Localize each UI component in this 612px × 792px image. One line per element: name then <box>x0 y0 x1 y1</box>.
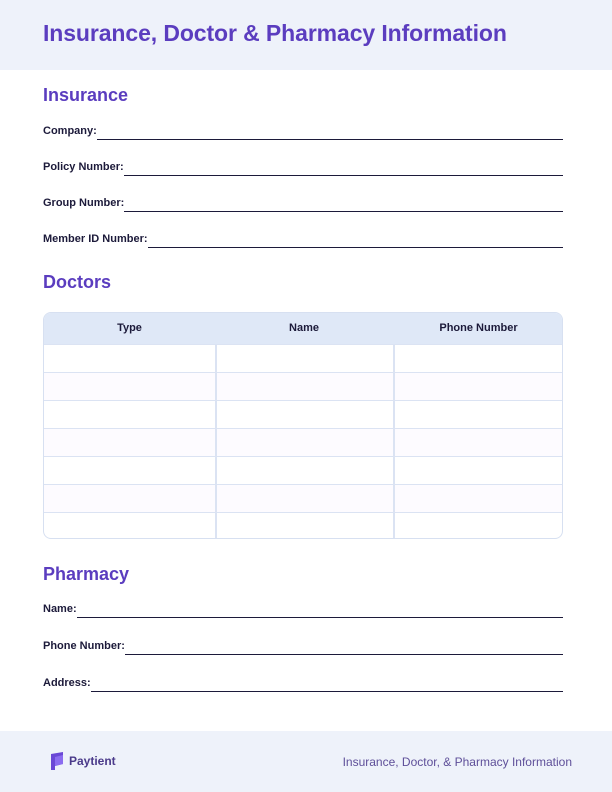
table-cell-name[interactable] <box>215 345 393 372</box>
table-row <box>44 484 562 512</box>
table-cell-name[interactable] <box>215 457 393 484</box>
column-header-name: Name <box>289 322 319 334</box>
pharmacy-name-label: Name: <box>43 603 77 615</box>
table-row <box>44 428 562 456</box>
table-cell-type[interactable] <box>44 485 215 512</box>
company-input-line[interactable] <box>97 125 563 140</box>
policy-number-label: Policy Number: <box>43 161 124 173</box>
table-cell-name[interactable] <box>215 373 393 400</box>
table-cell-phone[interactable] <box>393 401 563 428</box>
table-cell-phone[interactable] <box>393 485 563 512</box>
table-cell-phone[interactable] <box>393 345 563 372</box>
table-cell-name[interactable] <box>215 513 393 539</box>
footer-document-title: Insurance, Doctor, & Pharmacy Information <box>342 755 572 769</box>
table-cell-type[interactable] <box>44 345 215 372</box>
table-cell-type[interactable] <box>44 513 215 539</box>
pharmacy-phone-label: Phone Number: <box>43 640 125 652</box>
group-number-input-line[interactable] <box>124 197 563 212</box>
company-label: Company: <box>43 125 97 137</box>
policy-number-field[interactable] <box>43 158 563 176</box>
header-band <box>0 0 612 70</box>
table-cell-phone[interactable] <box>393 457 563 484</box>
doctors-heading: Doctors <box>43 272 112 292</box>
column-header-phone-number: Phone Number <box>439 322 518 334</box>
table-cell-name[interactable] <box>215 485 393 512</box>
table-cell-name[interactable] <box>215 401 393 428</box>
member-id-input-line[interactable] <box>148 233 563 248</box>
table-row <box>44 512 562 539</box>
pharmacy-name-field[interactable] <box>43 600 563 618</box>
company-field[interactable] <box>43 122 563 140</box>
table-cell-type[interactable] <box>44 457 215 484</box>
pharmacy-address-label: Address: <box>43 677 91 689</box>
table-cell-type[interactable] <box>44 429 215 456</box>
table-row <box>44 372 562 400</box>
pharmacy-phone-input-line[interactable] <box>125 640 563 655</box>
brand-name: Paytient <box>69 754 116 768</box>
paytient-logo-icon <box>51 752 63 770</box>
table-cell-phone[interactable] <box>393 373 563 400</box>
table-row <box>44 400 562 428</box>
pharmacy-heading: Pharmacy <box>43 564 130 584</box>
footer-band <box>0 731 612 792</box>
doctors-table <box>43 312 563 539</box>
group-number-field[interactable] <box>43 194 563 212</box>
pharmacy-name-input-line[interactable] <box>77 603 563 618</box>
table-cell-name[interactable] <box>215 429 393 456</box>
member-id-field[interactable] <box>43 230 563 248</box>
insurance-heading: Insurance <box>43 85 129 105</box>
pharmacy-address-field[interactable] <box>43 674 563 692</box>
table-cell-phone[interactable] <box>393 513 563 539</box>
brand <box>51 752 116 770</box>
pharmacy-phone-field[interactable] <box>43 637 563 655</box>
pharmacy-address-input-line[interactable] <box>91 677 563 692</box>
table-row <box>44 344 562 372</box>
table-header-row <box>44 313 562 344</box>
table-body <box>44 344 562 539</box>
member-id-label: Member ID Number: <box>43 233 148 245</box>
policy-number-input-line[interactable] <box>124 161 563 176</box>
group-number-label: Group Number: <box>43 197 125 209</box>
table-cell-type[interactable] <box>44 401 215 428</box>
table-cell-type[interactable] <box>44 373 215 400</box>
column-header-type: Type <box>117 322 142 334</box>
table-row <box>44 456 562 484</box>
table-cell-phone[interactable] <box>393 429 563 456</box>
page-title: Insurance, Doctor & Pharmacy Information <box>43 20 507 46</box>
